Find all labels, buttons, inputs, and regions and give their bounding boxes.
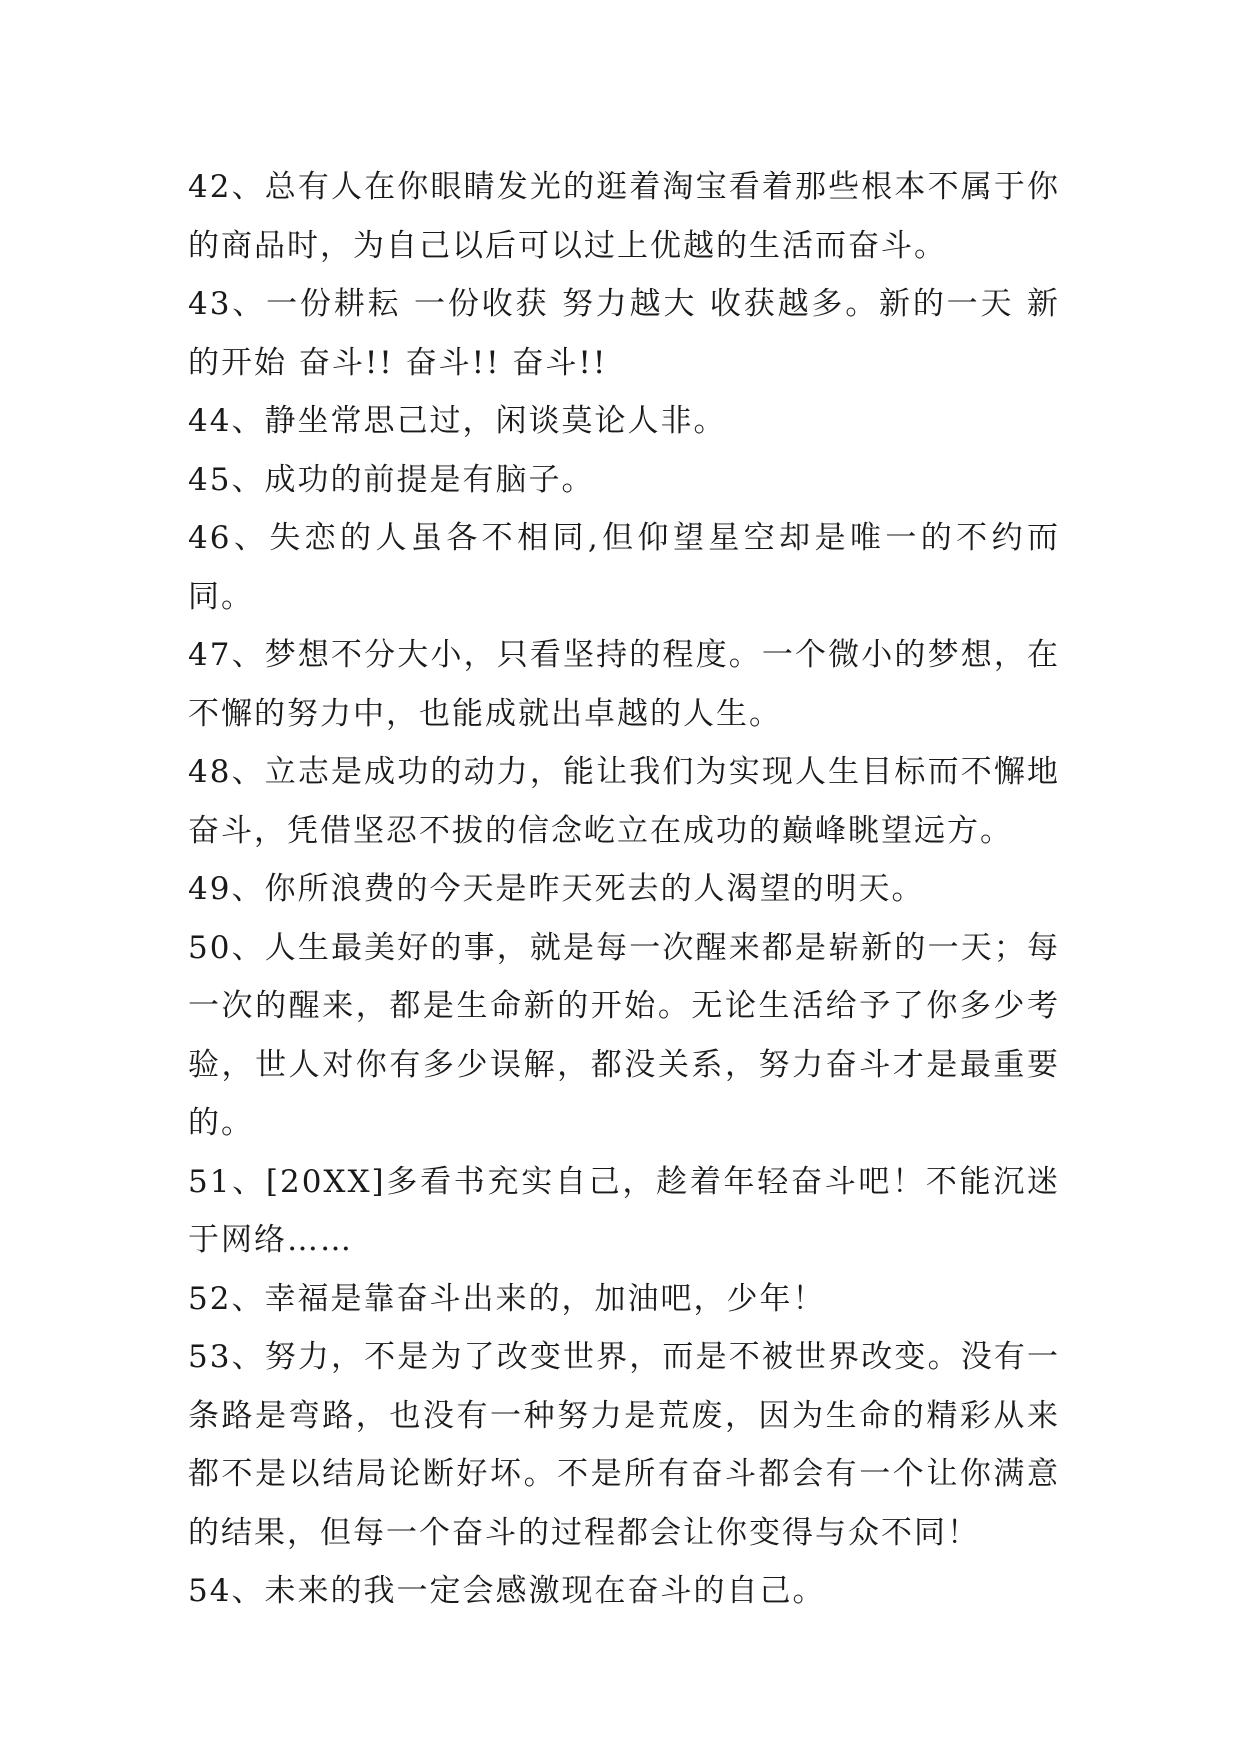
quote-entry-48: 48、立志是成功的动力，能让我们为实现人生目标而不懈地奋斗，凭借坚忍不拔的信念屹立在成功的巅峰眺望远方。 xyxy=(188,754,1060,849)
quote-entry-51: 51、[20XX]多看书充实自己，趁着年轻奋斗吧！不能沉迷于网络…… xyxy=(188,1163,1060,1258)
quote-entry-42: 42、总有人在你眼睛发光的逛着淘宝看着那些根本不属于你的商品时，为自己以后可以过上优越的生活而奋斗。 xyxy=(188,169,1060,264)
quote-entry-52: 52、幸福是靠奋斗出来的，加油吧，少年！ xyxy=(188,1280,826,1317)
quote-entry-53: 53、努力，不是为了改变世界，而是不被世界改变。没有一条路是弯路，也没有一种努力是荒废，因为生命的精彩从来都不是以结局论断好坏。不是所有奋斗都会有一个让你满意的结果，但每一个奋斗的过程都会让你变得与众不同！ xyxy=(188,1339,1060,1551)
quote-entry-45: 45、成功的前提是有脑子。 xyxy=(188,461,595,498)
quote-entry-47: 47、梦想不分大小，只看坚持的程度。一个微小的梦想，在不懈的努力中，也能成就出卓越的人生。 xyxy=(188,637,1060,732)
quote-entry-43: 43、一份耕耘 一份收获 努力越大 收获越多。新的一天 新的开始 奋斗!! 奋斗!! 奋斗!! xyxy=(188,286,1060,381)
quote-entry-54: 54、未来的我一定会感激现在奋斗的自己。 xyxy=(188,1573,826,1609)
quote-entry-46: 46、失恋的人虽各不相同,但仰望星空却是唯一的不约而同。 xyxy=(188,520,1060,615)
document-page xyxy=(188,158,1060,1621)
quote-entry-50: 50、人生最美好的事，就是每一次醒来都是崭新的一天；每一次的醒来，都是生命新的开始。无论生活给予了你多少考验，世人对你有多少误解，都没关系，努力奋斗才是最重要的。 xyxy=(188,929,1060,1141)
quote-entry-44: 44、静坐常思己过，闲谈莫论人非。 xyxy=(188,403,727,439)
quote-entry-49: 49、你所浪费的今天是昨天死去的人渴望的明天。 xyxy=(188,871,925,907)
